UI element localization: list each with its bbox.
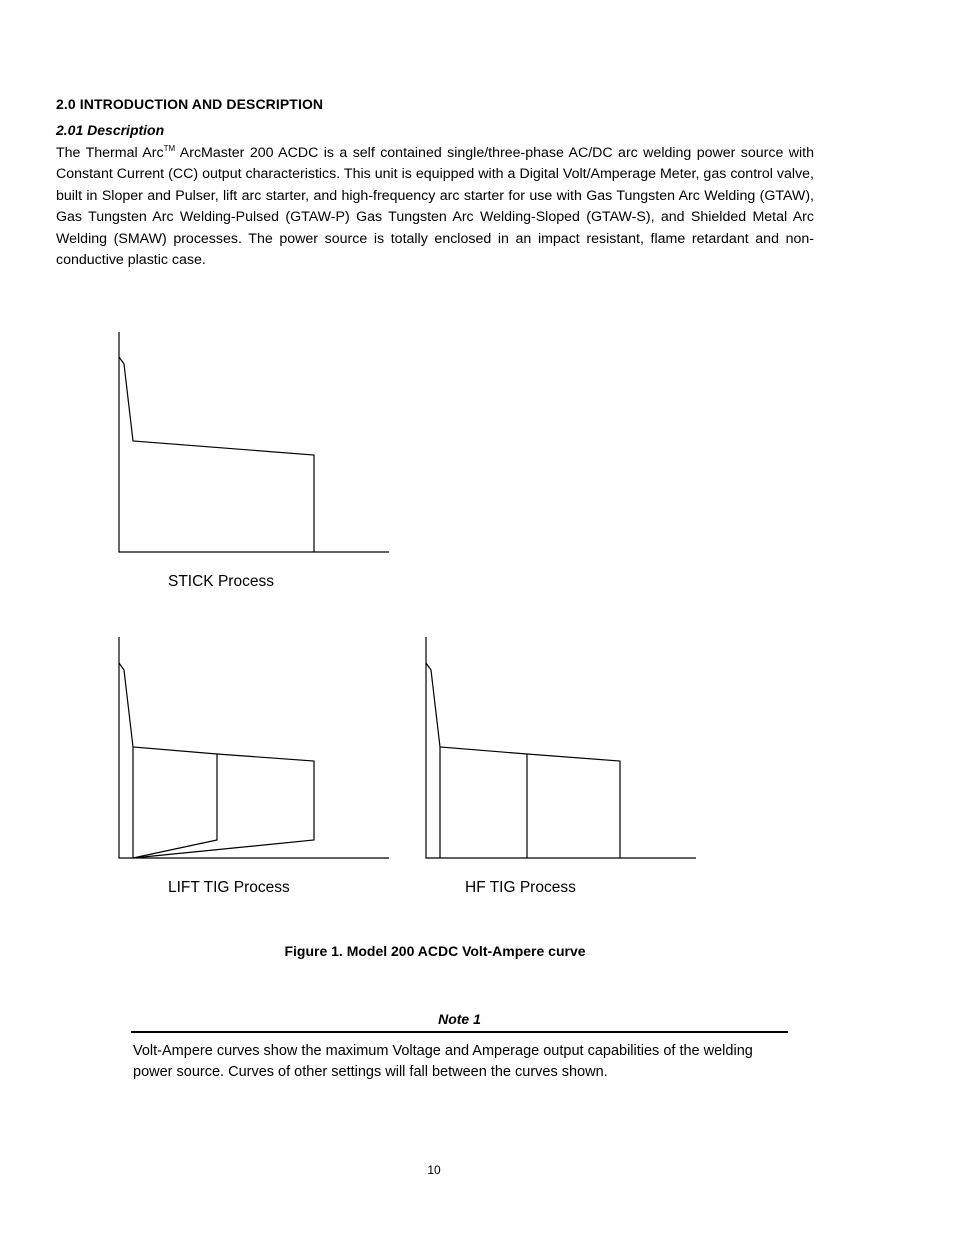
subsection-heading: 2.01 Description xyxy=(56,122,165,138)
trademark-superscript: TM xyxy=(163,144,176,153)
hf-tig-axes xyxy=(426,637,696,858)
lift-tig-inner-curve xyxy=(133,754,217,858)
stick-process-graph xyxy=(119,332,389,552)
hf-tig-process-caption: HF TIG Process xyxy=(465,879,576,896)
stick-axes xyxy=(119,332,389,552)
page-number: 10 xyxy=(427,1163,441,1177)
section-heading: 2.0 INTRODUCTION AND DESCRIPTION xyxy=(56,96,324,112)
hf-tig-process-graph xyxy=(426,637,696,858)
paragraph-body: ArcMaster 200 ACDC is a self contained single/three-phase AC/DC arc welding power source with Constant Current (CC) output characteristics. This unit is equipped with a Digital Volt/Amperage Meter, gas control valve, built in Sloper and Pulser, lift arc starter, and high-frequency arc starter for use with Gas Tungsten Arc Welding (GTAW), Gas Tungsten Arc Welding-Pulsed (GTAW-P) Gas Tungsten Arc Welding-Sloped (GTAW-S), and Shielded Metal Arc Welding (SMAW) processes. The power source is totally enclosed in an impact resistant, flame retardant and non-conductive plastic case. xyxy=(56,145,814,269)
note-divider xyxy=(131,1031,788,1033)
note-text: Volt-Ampere curves show the maximum Voltage and Amperage output capabilities of the welding power source. Curves of other settings will fall between the curves shown. xyxy=(133,1043,753,1080)
paragraph-lead: The Thermal Arc xyxy=(56,145,164,161)
lift-tig-process-caption: LIFT TIG Process xyxy=(168,879,290,896)
hf-tig-curve xyxy=(426,663,620,858)
lift-tig-axes xyxy=(119,637,389,858)
figure-title: Figure 1. Model 200 ACDC Volt-Ampere curve xyxy=(284,943,586,959)
note-title: Note 1 xyxy=(438,1011,481,1027)
stick-curve xyxy=(119,357,314,552)
lift-tig-process-graph xyxy=(119,637,389,858)
stick-process-caption: STICK Process xyxy=(168,573,274,590)
